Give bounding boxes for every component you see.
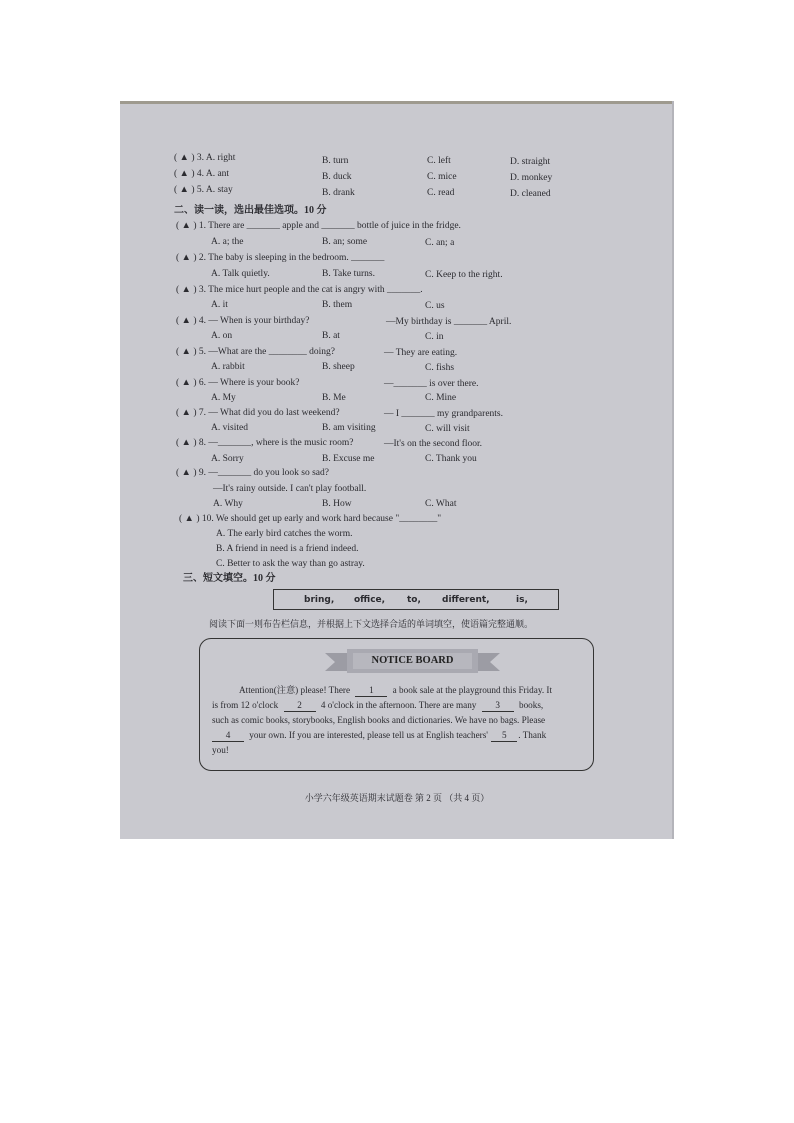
question-stem: ( ▲ ) 9. —_______ do you look so sad? [176,468,329,478]
question-stem: ( ▲ ) 4. A. ant [174,169,230,179]
question-stem: ( ▲ ) 3. A. right [174,153,236,163]
option-a: A. a; the [211,237,244,247]
notice-board [199,638,594,771]
question-stem: ( ▲ ) 2. The baby is sleeping in the bedroom. _______ [176,253,385,263]
option-a: A. Sorry [211,454,244,464]
option-a: A. on [211,331,233,341]
option-a: A. Talk quietly. [211,269,270,279]
option-c: C. us [425,301,445,311]
notice-line-2 [212,698,543,713]
notice-text: Attention(注意) please! There [239,685,351,695]
page-footer: 小学六年级英语期末试题卷 第 2 页 （共 4 页） [304,793,490,803]
option-c: C. mice [427,172,457,182]
option-b: B. turn [322,156,349,166]
word-bank [273,589,559,610]
notice-text: your own. If you are interested, please tell us at English teachers' [249,730,488,740]
option-a: A. visited [211,423,248,433]
sheet-edge [120,101,674,104]
question-answer-line: — I _______ my grandparents. [384,409,503,419]
option-b: B. Take turns. [322,269,375,279]
notice-line-5: you! [212,745,229,755]
option-b: B. drank [322,188,355,198]
blank-1: 1 [355,685,387,697]
question-stem: ( ▲ ) 6. — Where is your book? [176,378,300,388]
blank-4: 4 [212,730,244,742]
option-b: B. duck [322,172,352,182]
option-c: C. in [425,332,444,342]
option-d: D. monkey [510,173,553,183]
option-b: B. sheep [322,362,355,372]
notice-line-1 [239,683,552,698]
word-bank-item: different, [442,595,490,605]
exam-sheet [120,101,674,839]
option-b: B. an; some [322,237,368,247]
question-stem: ( ▲ ) 5. A. stay [174,185,233,195]
question-answer-line: —My birthday is _______ April. [386,317,512,327]
notice-board-banner [325,647,500,675]
option-c: C. Better to ask the way than go astray. [216,559,365,569]
notice-text: . Thank [518,730,547,740]
question-stem: ( ▲ ) 5. —What are the ________ doing? [176,347,335,357]
word-bank-item: bring, [304,595,335,605]
option-a: A. it [211,300,228,310]
notice-text: books, [518,700,544,710]
option-d: D. cleaned [510,189,551,199]
word-bank-item: office, [354,595,386,605]
word-bank-item: is, [516,595,528,605]
question-stem: ( ▲ ) 3. The mice hurt people and the cat is angry with _______. [176,285,423,295]
option-c: C. Thank you [425,454,477,464]
option-a: A. My [211,393,236,403]
section-3-instruction: 阅读下面一则布告栏信息，并根据上下文选择合适的单词填空，使语篇完整通顺。 [209,619,534,629]
question-stem: ( ▲ ) 1. There are _______ apple and _______ bottle of juice in the fridge. [176,221,461,231]
option-b: B. am visiting [322,423,376,433]
option-b: B. Excuse me [322,454,375,464]
question-answer-line: —It's rainy outside. I can't play football. [213,484,367,494]
blank-2: 2 [284,700,316,712]
section-3-heading: 三、短文填空。10 分 [183,573,276,584]
notice-text: 4 o'clock in the afternoon. There are many [320,700,477,710]
option-c: C. What [425,499,457,509]
option-c: C. fishs [425,363,455,373]
word-bank-item: to, [407,595,421,605]
notice-line-4 [212,728,546,743]
question-stem: ( ▲ ) 10. We should get up early and work hard because "________" [179,514,442,524]
option-c: C. left [427,156,451,166]
notice-text: is from 12 o'clock [212,700,279,710]
option-b: B. How [322,499,352,509]
section-2-heading: 二、读一读，选出最佳选项。10 分 [174,205,327,216]
notice-text: a book sale at the playground this Friday. It [392,685,553,695]
option-c: C. Mine [425,393,457,403]
option-a: A. rabbit [211,362,245,372]
option-b: B. A friend in need is a friend indeed. [216,544,359,554]
option-c: C. Keep to the right. [425,270,503,280]
option-c: C. read [427,188,455,198]
sheet-edge-right [672,101,674,839]
option-c: C. an; a [425,238,455,248]
question-stem: ( ▲ ) 8. —_______, where is the music room? [176,438,354,448]
option-b: B. them [322,300,353,310]
option-c: C. will visit [425,424,470,434]
question-answer-line: —It's on the second floor. [384,439,483,449]
question-answer-line: — They are eating. [384,348,458,358]
option-b: B. Me [322,393,346,403]
option-a: A. Why [213,499,243,509]
blank-3: 3 [482,700,514,712]
question-stem: ( ▲ ) 4. — When is your birthday? [176,316,310,326]
option-d: D. straight [510,157,551,167]
option-a: A. The early bird catches the worm. [216,529,353,539]
notice-line-3: such as comic books, storybooks, English books and dictionaries. We have no bags. Please [212,715,546,725]
option-b: B. at [322,331,340,341]
question-answer-line: —_______ is over there. [384,379,479,389]
notice-board-title: NOTICE BOARD [371,655,454,666]
question-stem: ( ▲ ) 7. — What did you do last weekend? [176,408,340,418]
blank-5: 5 [491,730,517,742]
